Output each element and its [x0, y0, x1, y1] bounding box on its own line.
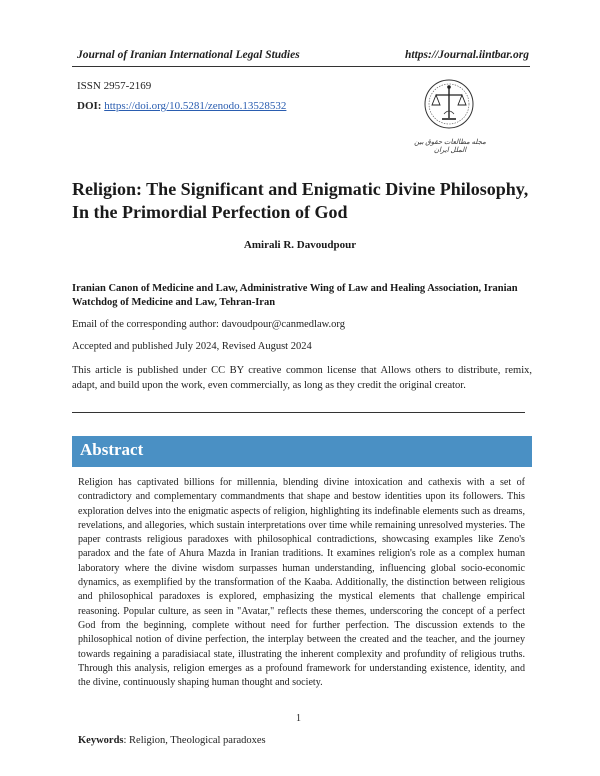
page-number: 1	[296, 713, 301, 724]
license-notice: This article is published under CC BY creative common license that Allows others to distribute, remix, adapt, and build upon the work, even commercially, as long as they credit the original creator.	[72, 365, 532, 391]
abstract-heading: Abstract	[80, 440, 144, 459]
keywords	[78, 735, 266, 746]
doi	[77, 100, 286, 112]
journal-url[interactable]: https://Journal.iintbar.org	[405, 49, 529, 61]
header-divider	[72, 66, 530, 67]
author-name: Amirali R. Davoudpour	[243, 239, 357, 251]
keywords-label: Keywords	[78, 735, 124, 746]
abstract-heading-bar	[72, 436, 532, 467]
section-divider	[72, 412, 525, 413]
logo-caption: مجله مطالعات حقوق بین الملل ایران	[414, 138, 486, 154]
abstract-body: Religion has captivated billions for millennia, blending divine intoxication and cathexis with a set of contradictory and complementary commandments that shape and bestow identities upon its followers. This exploration delves into the enigmatic aspects of religion, highlighting its indefinable elements such as dreams, revelations, and allegories, which sustain interpretations over time while remaining unresolved mysteries. The paper contrasts religious paradoxes with philosophical contradictions, showcasing examples like Zeno's paradox and the fate of Ahura Mazda in Iranian traditions. It examines religion's role as a complex human laboratory where the divine wisdom surpasses human understanding, influencing global socio-economic dynamics, as exemplified by the transformation of the Kaaba. Additionally, the distinction between religious and philosophical paradoxes is explored, emphasizing the mystical elements that challenge empirical reasoning. Popular culture, as seen in "Avatar," reflects these themes, underscoring the concept of a perfect God from the beginning, complete without need for further perfection. The discussion extends to the philosophical notion of divine perfection, the interplay between the created and the teacher, and the journey towards regaining a paradisiacal state, illustrating the inherent complexity and profundity of religious truths. Through this analysis, religion emerges as a profound framework for understanding existence, identity, and the divine, continuously shaping human thought and society.	[78, 477, 525, 689]
issn: ISSN 2957-2169	[77, 80, 152, 92]
author-affiliation: Iranian Canon of Medicine and Law, Administrative Wing of Law and Healing Association, Iranian Watchdog of Medicine and Law, Tehran-Iran	[72, 283, 518, 308]
keywords-value: : Religion, Theological paradoxes	[123, 735, 266, 746]
journal-logo-icon	[422, 78, 476, 130]
corresponding-email: Email of the corresponding author: davoudpour@canmedlaw.org	[72, 319, 345, 330]
doi-label: DOI:	[77, 100, 102, 112]
paper-title: Religion: The Significant and Enigmatic Divine Philosophy, In the Primordial Perfection of God	[72, 179, 529, 222]
publication-dates: Accepted and published July 2024, Revised August 2024	[72, 341, 312, 352]
journal-name: Journal of Iranian International Legal Studies	[77, 49, 300, 61]
doi-link[interactable]: https://doi.org/10.5281/zenodo.13528532	[104, 100, 287, 112]
